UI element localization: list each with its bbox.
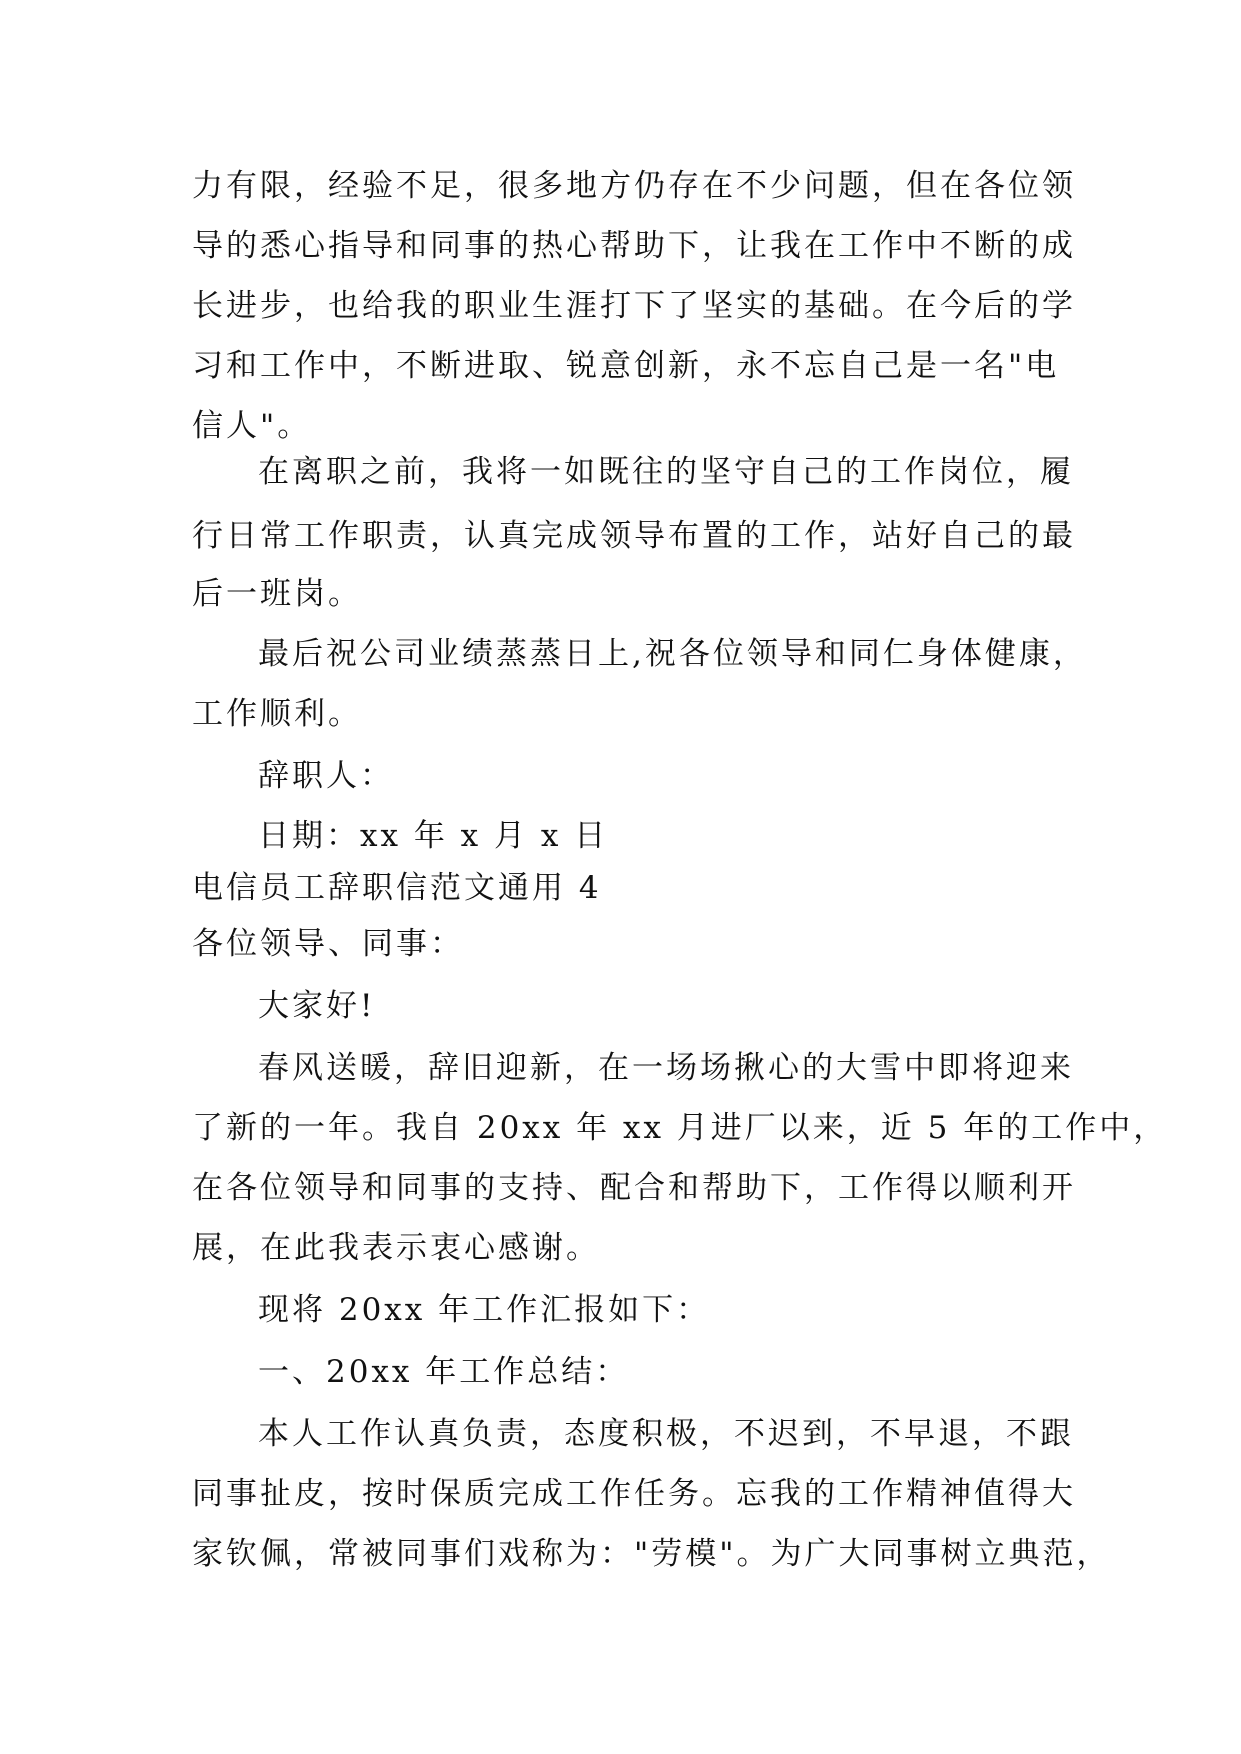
paragraph-line: 本人工作认真负责，态度积极，不迟到，不早退，不跟 bbox=[258, 1416, 1074, 1452]
paragraph-line: 同事扯皮，按时保质完成工作任务。忘我的工作精神值得大 bbox=[192, 1476, 1076, 1512]
paragraph-line: 在离职之前，我将一如既往的坚守自己的工作岗位，履 bbox=[258, 454, 1074, 490]
paragraph-line: 习和工作中，不断进取、锐意创新，永不忘自己是一名"电 bbox=[192, 348, 1060, 384]
paragraph-line: 春风送暖，辞旧迎新，在一场场揪心的大雪中即将迎来 bbox=[258, 1050, 1074, 1086]
paragraph-line: 展，在此我表示衷心感谢。 bbox=[192, 1230, 600, 1266]
paragraph-line: 工作顺利。 bbox=[192, 696, 362, 732]
paragraph-line: 行日常工作职责，认真完成领导布置的工作，站好自己的最 bbox=[192, 518, 1076, 554]
paragraph-line: 长进步，也给我的职业生涯打下了坚实的基础。在今后的学 bbox=[192, 288, 1076, 324]
paragraph-line: 后一班岗。 bbox=[192, 576, 362, 612]
paragraph-line: 力有限，经验不足，很多地方仍存在不少问题，但在各位领 bbox=[192, 168, 1076, 204]
paragraph-line: 信人"。 bbox=[192, 408, 312, 444]
paragraph-line: 在各位领导和同事的支持、配合和帮助下，工作得以顺利开 bbox=[192, 1170, 1076, 1206]
paragraph-line: 家钦佩，常被同事们戏称为："劳模"。为广大同事树立典范， bbox=[192, 1536, 1111, 1572]
paragraph-line: 现将 20xx 年工作汇报如下： bbox=[258, 1292, 711, 1328]
greeting: 大家好! bbox=[258, 988, 376, 1024]
subsection-heading: 一、20xx 年工作总结： bbox=[258, 1354, 630, 1390]
section-heading: 电信员工辞职信范文通用 4 bbox=[192, 870, 602, 906]
paragraph-line: 了新的一年。我自 20xx 年 xx 月进厂以来，近 5 年的工作中， bbox=[192, 1110, 1168, 1146]
paragraph-line: 导的悉心指导和同事的热心帮助下，让我在工作中不断的成 bbox=[192, 228, 1076, 264]
signature-label: 辞职人： bbox=[258, 758, 394, 794]
date-line: 日期：xx 年 x 月 x 日 bbox=[258, 818, 609, 854]
paragraph-line: 最后祝公司业绩蒸蒸日上,祝各位领导和同仁身体健康， bbox=[258, 636, 1087, 672]
salutation: 各位领导、同事： bbox=[192, 926, 464, 962]
